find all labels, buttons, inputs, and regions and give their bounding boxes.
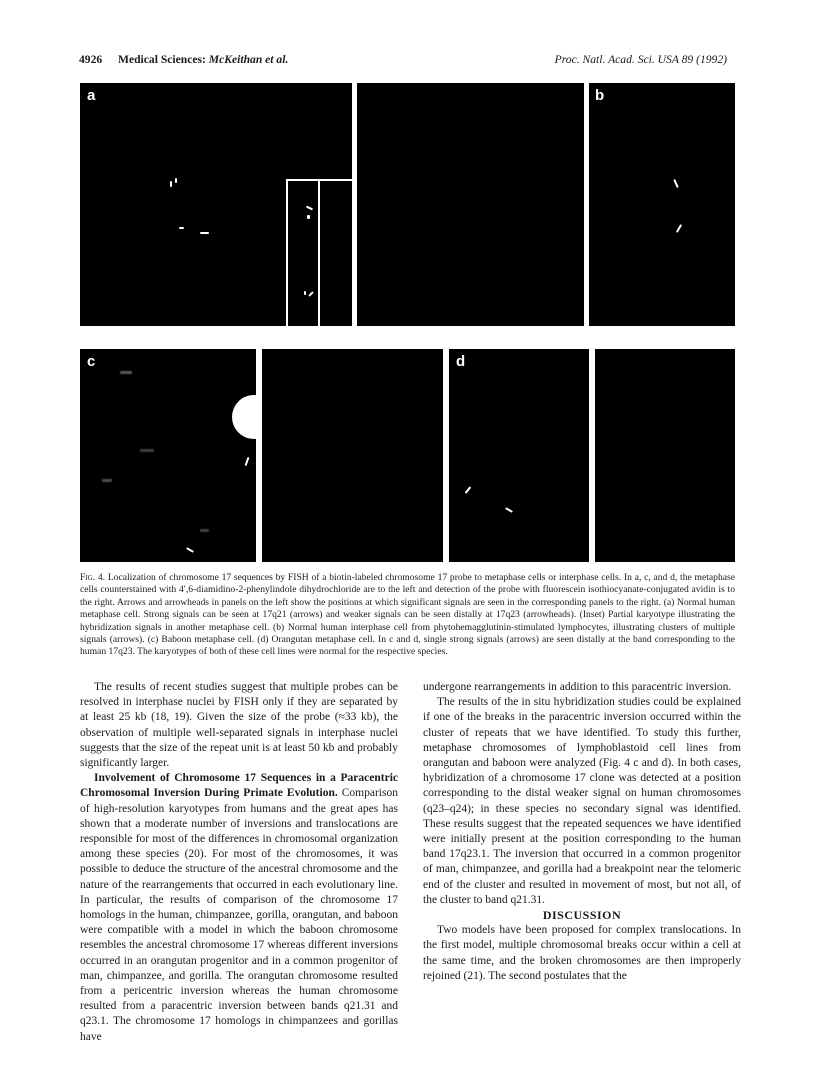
running-head-section: Medical Sciences: (118, 53, 209, 66)
paragraph: The results of the in situ hybridization studies could be explained if one of the breaks in the paracentric inversion occurred within the cluster of repeats that we have identified. To study this further, metaphase chromosomes of lymphoblastoid cell lines from orangutan and baboon were analyzed (Fig. 4 c and d). In both cases, hybridization of a chromosome 17 clone was detected at a position corresponding to the distal weaker signal on human chromosomes (q23–q24); in these species no secondary signal was identified. These results suggest that the repeated sequences we have identified were initially present at the position corresponding to the human band 17q23.1. The inversion that occurred in a common progenitor of man, chimpanzee, and gorilla had a breakpoint near the telomeric end of the cluster and resulted in movement of most, but not all, of the cluster to band q21.31. (423, 696, 741, 906)
paragraph: The results of recent studies suggest that multiple probes can be resolved in interphase nuclei by FISH only if they are separated by at least 25 kb (18, 19). Given the size of the probe (≈33 kb), the observation of multiple well-separated signals in interphase nuclei suggests that the size of the repeat unit is at least 50 kb and probably significantly larger. (80, 681, 398, 770)
panel-c-dapi (80, 349, 256, 562)
arrowhead-marker (306, 206, 313, 211)
chromosome (102, 479, 112, 482)
paragraph: Two models have been proposed for complex translocations. In the first model, multiple chromosomal breaks occur within a cell at the same time, and the broken chromosomes are then improperly rejoined (21). The second postulates that the (423, 924, 741, 982)
panel-label-c: c (87, 353, 96, 370)
left-column (80, 680, 398, 1045)
running-head (118, 53, 288, 66)
journal-citation: Proc. Natl. Acad. Sci. USA 89 (1992) (554, 53, 727, 66)
figure-caption (80, 572, 735, 659)
panel-a-fitc (357, 83, 584, 326)
arrow-marker (170, 181, 172, 187)
chromosome (200, 529, 209, 532)
chromosome (120, 371, 132, 374)
inset-partial-karyotype (286, 179, 354, 328)
panel-a-dapi (80, 83, 352, 326)
chromosome (140, 449, 154, 452)
discussion-heading: DISCUSSION (542, 908, 622, 923)
paragraph-text: Comparison of high-resolution karyotypes from humans and the great apes has shown that a moderate number of inversions and translocations are responsible for most of the differences in chromosomal organization among these species (20). For most of the chromosomes, it was possible to deduce the structure of the ancestral chromosome and the nature of the rearrangements that occurred in each evolutionary line. In particular, the results of comparison of the chromosome 17 homologs in the human, chimpanzee, gorilla, orangutan, and baboon were compatible with a model in which the baboon chromosome resembles the ancestral chromosome 17 whereas different inversions occurred in an orangutan progenitor and in a common progenitor of man, chimpanzee, and gorilla. The orangutan chromosome resulted from a pericentric inversion whereas the human chromosome resulted from a paracentric inversion between bands q21.31 and q23.1. The chromosome 17 homologs in chimpanzees and gorillas have (80, 787, 398, 1043)
arrow-marker (673, 179, 679, 188)
arrow-marker (676, 224, 682, 233)
arrow-marker (308, 291, 314, 297)
panel-c-fitc (262, 349, 443, 562)
arrow-marker (465, 486, 472, 493)
panel-d-fitc (595, 349, 735, 562)
arrow-marker (245, 457, 250, 466)
arrowhead-marker (304, 291, 306, 295)
page-number: 4926 (79, 53, 103, 66)
running-head-authors: McKeithan et al. (208, 53, 289, 66)
right-column (423, 680, 741, 984)
panel-label-b: b (595, 87, 605, 104)
panel-b (589, 83, 735, 326)
panel-label-a: a (87, 87, 96, 104)
panel-label-d: d (456, 353, 466, 370)
section-heading: Involvement of Chromosome 17 Sequences in a Paracentric Chromosomal Inversion During Primate Evolution. (80, 772, 398, 800)
panel-d-dapi (449, 349, 589, 562)
inset-divider (318, 181, 320, 326)
caption-lead: Fig. 4. (80, 572, 106, 583)
arrow-marker (505, 507, 513, 513)
arrow-marker (186, 547, 194, 553)
paragraph: undergone rearrangements in addition to this paracentric inversion. (423, 681, 732, 693)
arrowhead-marker (307, 215, 310, 219)
arrow-marker (200, 232, 209, 234)
arrowhead-marker (175, 178, 177, 183)
paragraph (80, 771, 398, 1045)
caption-text: Localization of chromosome 17 sequences by FISH of a biotin-labeled chromosome 17 probe to metaphase cells or interphase cells. In a, c, and d, the metaphase cells counterstained with 4′,6-diamidino-2-phenylindole dihydrochloride are to the left and detection of the probe with fluorescein isothiocyanate-conjugated avidin is to the right. Arrows and arrowheads in panels on the left show the positions at which significant signals are seen in the corresponding panels to the right. (a) Normal human metaphase cell. Strong signals can be seen at 17q21 (arrows) and weaker signals can be seen distally at 17q23 (arrowheads). (Inset) Partial karyotype illustrating the hybridization signals in another metaphase cell. (b) Normal human interphase cell from phytohemagglutinin-stimulated lymphocytes, illustrating clusters of multiple signals (arrows). (c) Baboon metaphase cell. (d) Orangutan metaphase cell. In c and d, single strong signals (arrows) are seen distally at the band corresponding to the human 17q23. The karyotypes of both of these cell lines were normal for the respective species. (80, 572, 736, 658)
arrow-marker (179, 227, 184, 229)
